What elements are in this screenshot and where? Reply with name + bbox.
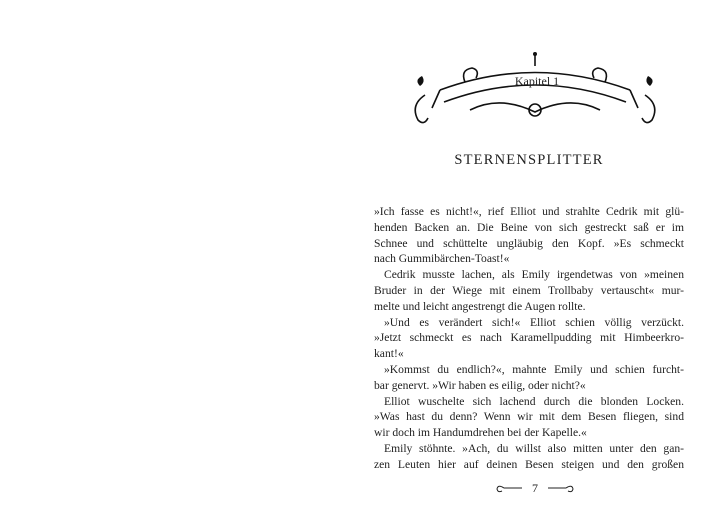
text-line: henden Backen an. Die Beine von sich gestreckt saß er im — [374, 220, 684, 234]
text-line: bar genervt. »Wir haben es eilig, oder nicht?« — [374, 378, 586, 392]
chapter-title: STERNENSPLITTER — [454, 152, 604, 168]
left-flourish-icon — [494, 482, 524, 494]
text-line: Schnee und schüttelte ungläubig den Kopf. »Es schmeckt — [374, 236, 684, 250]
text-line: Elliot wuschelte sich lachend durch die blonden Locken. — [384, 394, 684, 408]
text-line: »Kommst du endlich?«, mahnte Emily und schien furcht- — [384, 362, 684, 376]
text-line: Emily stöhnte. »Ach, du willst also mitten unter den gan- — [384, 441, 684, 455]
text-line: »Ich fasse es nicht!«, rief Elliot und strahlte Cedrik mit glü- — [374, 205, 684, 218]
right-flourish-icon — [546, 482, 576, 494]
text-line: Cedrik musste lachen, als Emily irgendetwas von »meinen — [384, 268, 684, 282]
text-line: »Und es verändert sich!« Elliot schien völlig verzückt. — [384, 315, 684, 329]
text-line: Bruder in der Wiege mit einem Trollbaby vertauscht« mur- — [374, 283, 684, 297]
page-number: 7 — [532, 480, 538, 495]
chapter-banner-ornament — [410, 50, 660, 130]
text-line: wir doch im Handumdrehen bei der Kapelle.« — [374, 426, 587, 440]
text-line: zen Leuten hier auf deinen Besen steigen und den großen — [374, 457, 684, 471]
text-line: kant!« — [374, 347, 404, 361]
chapter-number: Kapitel 1 — [514, 74, 560, 88]
text-line: melte und leicht angestrengt die Augen rollte. — [374, 299, 586, 313]
text-line: »Jetzt schmeckt es nach Karamellpudding mit Himbeerkro- — [374, 331, 684, 345]
text-line: nach Gummibärchen-Toast!« — [374, 252, 510, 266]
text-line: »Was hast du denn? Wenn wir mit dem Besen fliegen, sind — [374, 410, 684, 424]
body-text — [374, 204, 684, 473]
page-footer — [490, 478, 580, 498]
